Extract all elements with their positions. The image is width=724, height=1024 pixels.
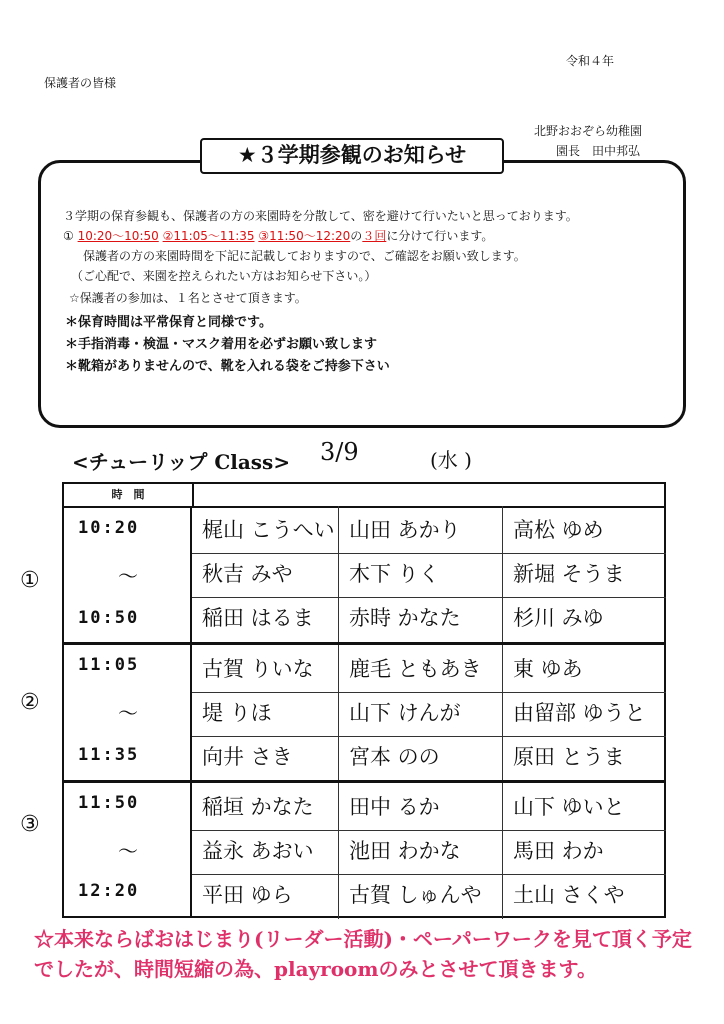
slot-2-time: ②11:05～11:35: [162, 229, 255, 243]
child-name: 田中 るか: [338, 783, 502, 830]
time-block-1: [64, 506, 664, 642]
principal-name: 園長 田中邦弘: [556, 144, 641, 158]
day-of-week: (水 ): [430, 448, 472, 472]
child-name: 秋吉 みや: [202, 562, 293, 586]
start-time: 11:50: [78, 793, 140, 813]
timetable: [62, 482, 666, 918]
slot-3-time: ③11:50～12:20: [258, 229, 351, 243]
timetable-header: [64, 484, 664, 508]
line2-mid: の: [350, 229, 363, 243]
child-name: 木下 りく: [338, 550, 502, 597]
child-name: 赤時 かなた: [338, 594, 502, 642]
era-year: 令和４年: [566, 54, 615, 68]
footer-line-2: でしたが、時間短縮の為、playroomのみとさせて頂きます。: [34, 957, 597, 981]
table-row: [192, 827, 666, 875]
child-name: 由留部 ゆうと: [502, 689, 666, 736]
footer-note: [34, 924, 704, 984]
child-name: 高松 ゆめ: [502, 506, 666, 553]
child-name: 馬田 わか: [502, 827, 666, 874]
child-name: 山田 あかり: [338, 506, 502, 553]
child-name: 土山 さくや: [502, 871, 666, 919]
table-row: [192, 783, 666, 831]
child-name: 原田 とうま: [502, 733, 666, 781]
end-time: 12:20: [78, 881, 140, 901]
tilde: ～: [118, 701, 138, 725]
block-2-marker: ②: [20, 690, 40, 715]
child-name: 堤 りほ: [202, 701, 272, 725]
time-block-2: [64, 642, 664, 780]
child-name: 山下 ゆいと: [502, 783, 666, 830]
notice-line-3: 保護者の方の来園時間を下記に記載しておりますので、ご確認をお願い致します。: [83, 249, 526, 263]
time-column: [64, 506, 192, 642]
date: 3/9: [320, 438, 359, 466]
child-name: 梶山 こうへい: [202, 518, 335, 542]
table-row: [192, 645, 666, 693]
start-time: 11:05: [78, 655, 140, 675]
line2-suffix: に分けて行います。: [386, 229, 494, 243]
table-row: [192, 689, 666, 737]
table-row: [192, 871, 666, 919]
page-title: ★３学期参観のお知らせ: [200, 138, 504, 174]
child-name: 稲垣 かなた: [202, 795, 314, 819]
child-name: 新堀 そうま: [502, 550, 666, 597]
notice-line-7: ＊手指消毒・検温・マスク着用を必ずお願い致します: [65, 337, 378, 352]
time-column: [64, 783, 192, 916]
session-count: ３回: [362, 229, 387, 243]
table-row: [192, 594, 666, 642]
block-3-marker: ③: [20, 812, 40, 837]
notice-line-4: （ご心配で、来園を控えられたい方はお知らせ下さい。）: [71, 269, 377, 283]
notice-line-8: ＊靴箱がありませんので、靴を入れる袋をご持参下さい: [65, 359, 390, 374]
footer-line-1: ☆本来ならばおはじまり(リーダー活動)・ペーパーワークを見て頂く予定: [34, 927, 692, 951]
child-name: 東 ゆあ: [502, 645, 666, 692]
table-row: [192, 506, 666, 554]
time-header: 時 間: [64, 484, 194, 506]
child-name: 池田 わかな: [338, 827, 502, 874]
class-label: <チューリップ Class>: [72, 450, 291, 474]
child-name: 鹿毛 ともあき: [338, 645, 502, 692]
start-time: 10:20: [78, 518, 140, 538]
end-time: 11:35: [78, 745, 140, 765]
addressee: 保護者の皆様: [44, 76, 117, 90]
notice-box: [38, 160, 686, 428]
child-name: 稲田 はるま: [202, 606, 314, 630]
child-name: 山下 けんが: [338, 689, 502, 736]
end-time: 10:50: [78, 608, 140, 628]
slot-1-time: 10:20～10:50: [77, 229, 159, 243]
child-name: 古賀 りいな: [202, 657, 314, 681]
child-name: 古賀 しゅんや: [338, 871, 502, 919]
notice-line-2: [63, 227, 493, 244]
time-column: [64, 645, 192, 780]
notice-line-5: ☆保護者の参加は、１名とさせて頂きます。: [69, 291, 307, 305]
notice-line-6: ＊保育時間は平常保育と同様です。: [65, 315, 272, 330]
tilde: ～: [118, 564, 138, 588]
table-row: [192, 733, 666, 781]
child-name: 益永 あおい: [202, 839, 314, 863]
child-name: 杉川 みゆ: [502, 594, 666, 642]
time-block-3: [64, 780, 664, 916]
table-row: [192, 550, 666, 598]
notice-line-1: ３学期の保育参観も、保護者の方の来園時を分散して、密を避けて行いたいと思っております。: [63, 209, 578, 223]
child-name: 向井 さき: [202, 745, 293, 769]
tilde: ～: [118, 839, 138, 863]
child-name: 平田 ゆら: [202, 883, 293, 907]
block-1-marker: ①: [20, 568, 40, 593]
child-name: 宮本 のの: [338, 733, 502, 781]
slot-marker: ①: [63, 229, 74, 243]
school-name: 北野おおぞら幼稚園: [534, 124, 643, 138]
